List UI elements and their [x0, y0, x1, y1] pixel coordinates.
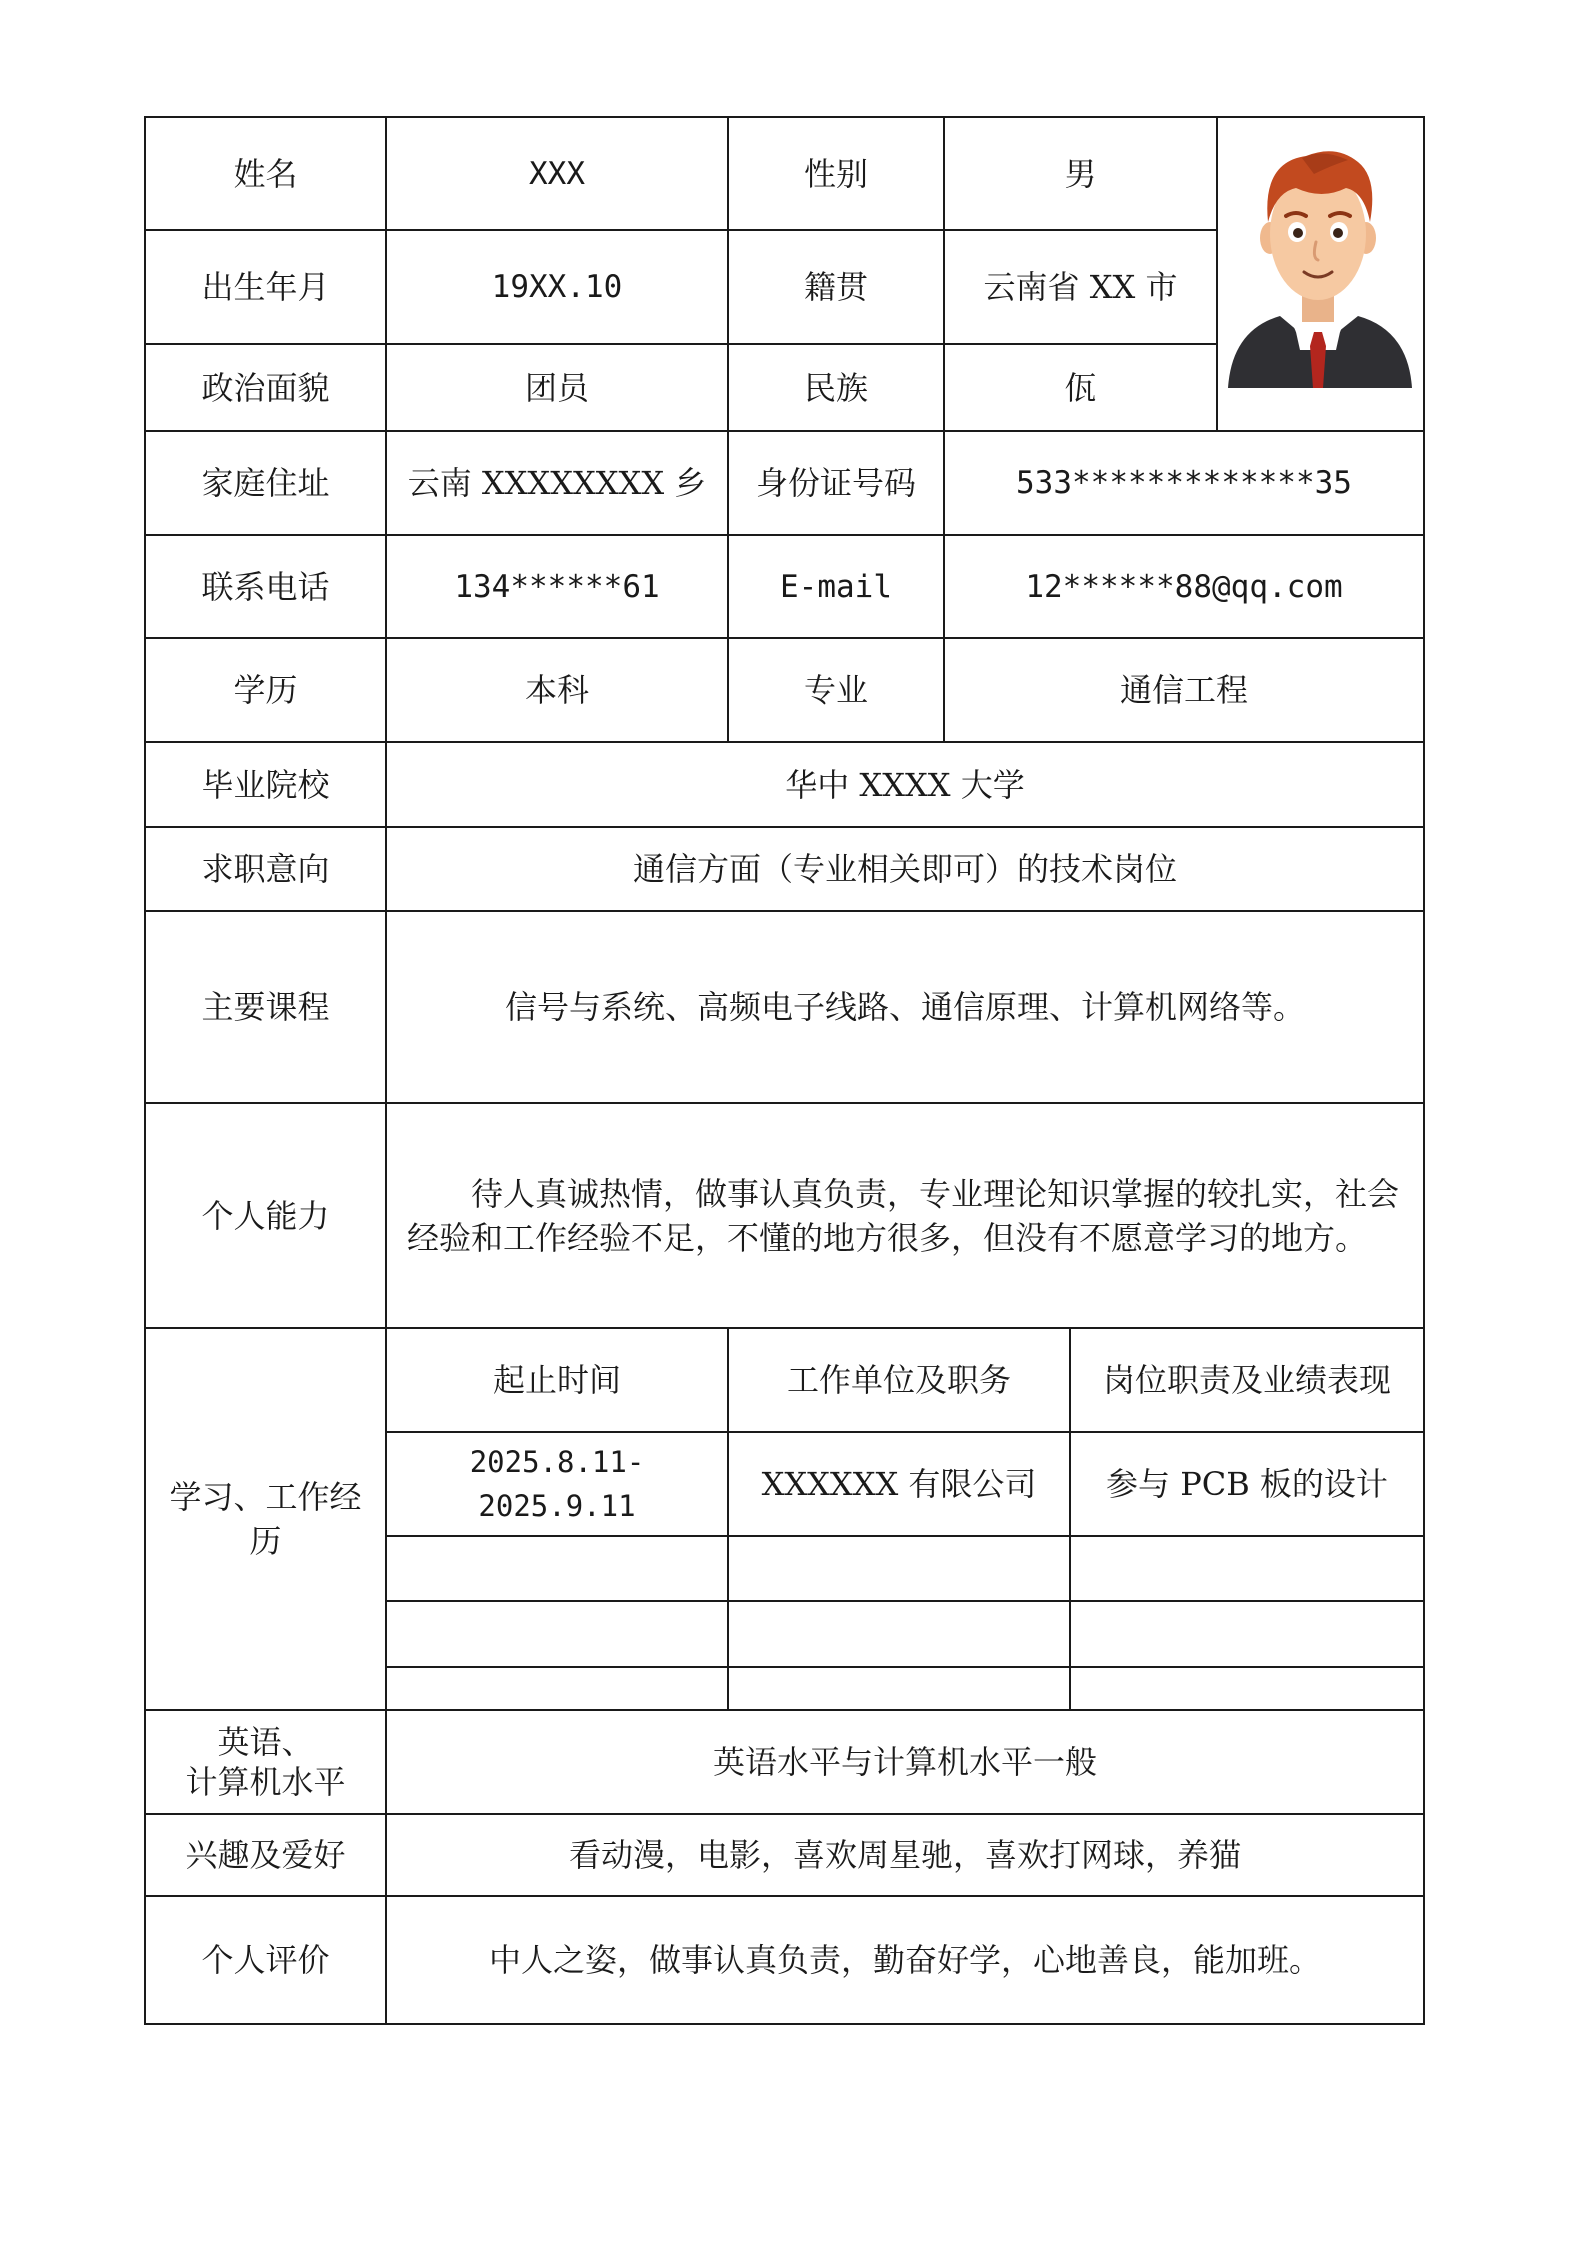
exp-row-2-company	[727, 1535, 1071, 1602]
language-label-line1: 英语、	[217, 1723, 314, 1761]
ability-value	[385, 1102, 1425, 1329]
hobbies-label: 兴趣及爱好	[144, 1813, 387, 1897]
exp-row-3-period	[385, 1600, 729, 1668]
gender-label: 性别	[727, 116, 945, 231]
hobbies-value: 看动漫，电影，喜欢周星驰，喜欢打网球，养猫	[385, 1813, 1425, 1897]
ability-text: 待人真诚热情，做事认真负责，专业理论知识掌握的较扎实，社会经验和工作经验不足，不懂的地方很多，但没有不愿意学习的地方。	[407, 1174, 1400, 1257]
avatar-icon	[1218, 118, 1423, 430]
ability-label: 个人能力	[144, 1102, 387, 1329]
address-label: 家庭住址	[144, 430, 387, 536]
experience-label: 学习、工作经历	[144, 1327, 387, 1711]
exp-row-3-duties	[1069, 1600, 1425, 1668]
origin-value: 云南省 XX 市	[943, 229, 1218, 345]
exp-row-1-duties: 参与 PCB 板的设计	[1069, 1431, 1425, 1537]
origin-label: 籍贯	[727, 229, 945, 345]
birth-value: 19XX.10	[385, 229, 729, 345]
intention-label: 求职意向	[144, 826, 387, 912]
ethnicity-label: 民族	[727, 343, 945, 432]
education-label: 学历	[144, 637, 387, 743]
evaluation-value: 中人之姿，做事认真负责，勤奋好学，心地善良，能加班。	[385, 1895, 1425, 2025]
profile-photo	[1216, 116, 1425, 432]
phone-value: 134******61	[385, 534, 729, 639]
exp-row-3-company	[727, 1600, 1071, 1668]
exp-row-4-company	[727, 1666, 1071, 1711]
exp-row-2-duties	[1069, 1535, 1425, 1602]
phone-label: 联系电话	[144, 534, 387, 639]
school-value: 华中 XXXX 大学	[385, 741, 1425, 828]
political-label: 政治面貌	[144, 343, 387, 432]
exp-row-1-period: 2025.8.11-2025.9.11	[385, 1431, 729, 1537]
school-label: 毕业院校	[144, 741, 387, 828]
email-value: 12******88@qq.com	[943, 534, 1425, 639]
language-label-line2: 计算机水平	[185, 1763, 346, 1801]
language-label	[144, 1709, 387, 1815]
evaluation-label: 个人评价	[144, 1895, 387, 2025]
name-label: 姓名	[144, 116, 387, 231]
exp-row-4-duties	[1069, 1666, 1425, 1711]
gender-value: 男	[943, 116, 1218, 231]
exp-header-duties: 岗位职责及业绩表现	[1069, 1327, 1425, 1433]
id-value: 533*************35	[943, 430, 1425, 536]
exp-header-company: 工作单位及职务	[727, 1327, 1071, 1433]
exp-row-2-period	[385, 1535, 729, 1602]
ethnicity-value: 佤	[943, 343, 1218, 432]
courses-label: 主要课程	[144, 910, 387, 1104]
address-value: 云南 XXXXXXXX 乡	[385, 430, 729, 536]
exp-row-4-period	[385, 1666, 729, 1711]
birth-label: 出生年月	[144, 229, 387, 345]
intention-value: 通信方面（专业相关即可）的技术岗位	[385, 826, 1425, 912]
education-value: 本科	[385, 637, 729, 743]
courses-value: 信号与系统、高频电子线路、通信原理、计算机网络等。	[385, 910, 1425, 1104]
major-label: 专业	[727, 637, 945, 743]
major-value: 通信工程	[943, 637, 1425, 743]
name-value: XXX	[385, 116, 729, 231]
exp-row-1-company: XXXXXX 有限公司	[727, 1431, 1071, 1537]
id-label: 身份证号码	[727, 430, 945, 536]
language-value: 英语水平与计算机水平一般	[385, 1709, 1425, 1815]
exp-header-period: 起止时间	[385, 1327, 729, 1433]
email-label: E-mail	[727, 534, 945, 639]
political-value: 团员	[385, 343, 729, 432]
